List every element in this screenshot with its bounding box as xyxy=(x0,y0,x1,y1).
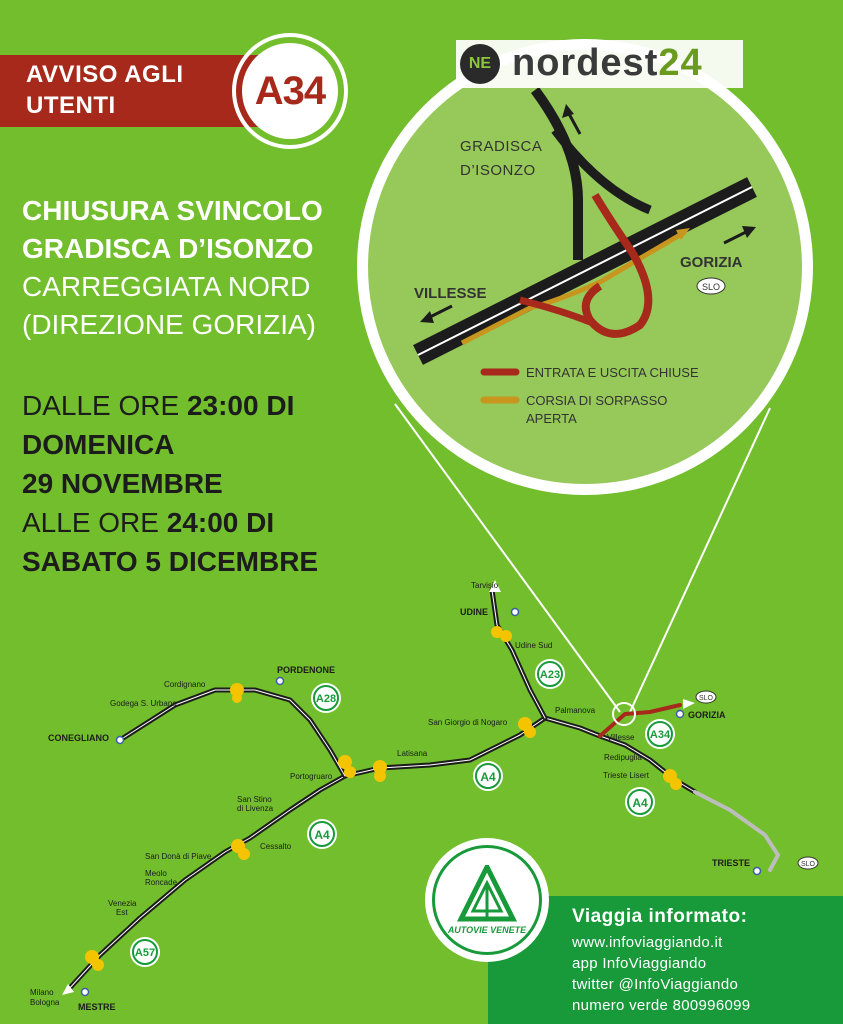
headline-line-4: (DIREZIONE GORIZIA) xyxy=(22,309,316,340)
detail-label-gorizia: GORIZIA xyxy=(680,254,743,271)
headline-line-3: CARREGGIATA NORD xyxy=(22,271,311,302)
info-app: app InfoViaggiando xyxy=(572,955,707,972)
badge-a23 xyxy=(535,659,565,689)
to-time: 24:00 DI xyxy=(166,507,275,538)
label-redipuglia: Redipuglia xyxy=(604,753,642,762)
notice-line-2: UTENTI xyxy=(26,92,116,119)
badge-a4-trieste xyxy=(625,787,655,817)
info-title: Viaggia informato: xyxy=(572,906,748,927)
from-time: 23:00 DI xyxy=(186,390,295,421)
info-twitter: twitter @InfoViaggiando xyxy=(572,976,739,993)
from-date: 29 NOVEMBRE xyxy=(22,468,223,499)
from-day: DOMENICA xyxy=(22,429,175,460)
label-portogruaro: Portogruaro xyxy=(290,772,333,781)
label-udine: UDINE xyxy=(460,607,489,617)
label-san-giorgio: San Giorgio di Nogaro xyxy=(428,718,508,727)
label-cessalto: Cessalto xyxy=(260,842,292,851)
label-bologna: Bologna xyxy=(30,998,60,1007)
brand-name-1: nordest xyxy=(512,42,659,84)
svg-text:A23: A23 xyxy=(539,669,561,681)
badge-a57 xyxy=(130,937,160,967)
detail-slo-label: SLO xyxy=(701,282,721,292)
svg-text:A34: A34 xyxy=(649,729,671,741)
detail-label-villesse: VILLESSE xyxy=(414,285,487,302)
label-meolo-2: Roncade xyxy=(145,878,178,887)
detail-label-gradisca-1: GRADISCA xyxy=(460,138,543,155)
motorway-badge: A34 xyxy=(242,43,338,139)
label-meolo-1: Meolo xyxy=(145,869,167,878)
badge-a4-cessalto xyxy=(307,819,337,849)
label-trieste: TRIESTE xyxy=(712,858,751,868)
label-san-stino-1: San Stino xyxy=(237,795,272,804)
badge-a4-latisana xyxy=(473,761,503,791)
arrow-slo xyxy=(683,699,695,709)
label-gorizia: GORIZIA xyxy=(688,710,726,720)
label-milano: Milano xyxy=(30,988,54,997)
to-prefix: ALLE ORE xyxy=(22,507,167,538)
headline-line-1: CHIUSURA SVINCOLO xyxy=(22,195,323,226)
label-latisana: Latisana xyxy=(397,749,428,758)
label-udine-sud: Udine Sud xyxy=(515,641,553,650)
info-website: www.infoviaggiando.it xyxy=(572,934,723,951)
label-mestre: MESTRE xyxy=(78,1002,116,1012)
svg-text:A4: A4 xyxy=(632,796,648,810)
detail-label-gradisca-2: D’ISONZO xyxy=(460,162,536,179)
operator-logo-icon xyxy=(457,865,517,923)
label-godega: Godega S. Urbano xyxy=(110,699,177,708)
label-venezia-2: Est xyxy=(116,908,128,917)
legend-open-label-1: CORSIA DI SORPASSO xyxy=(526,393,668,408)
label-villesse: Villesse xyxy=(607,733,635,742)
label-san-stino-2: di Livenza xyxy=(237,804,274,813)
brand-logo-icon: NE xyxy=(460,44,500,84)
badge-a34 xyxy=(645,719,675,749)
label-san-dona: San Donà di Piave xyxy=(145,852,212,861)
svg-text:A4: A4 xyxy=(480,770,496,784)
operator-name: AUTOVIE VENETE xyxy=(447,925,527,935)
legend-closed-label: ENTRATA E USCITA CHIUSE xyxy=(526,365,699,380)
label-palmanova: Palmanova xyxy=(555,706,596,715)
svg-text:A4: A4 xyxy=(314,828,330,842)
from-prefix: DALLE ORE xyxy=(22,390,187,421)
legend-open-label-2: APERTA xyxy=(526,411,577,426)
label-conegliano: CONEGLIANO xyxy=(48,733,110,743)
label-tarvisio: Tarvisio xyxy=(471,581,499,590)
label-trieste-lisert: Trieste Lisert xyxy=(603,771,649,780)
label-pordenone: PORDENONE xyxy=(277,665,336,675)
svg-text:A57: A57 xyxy=(134,947,156,959)
label-venezia-1: Venezia xyxy=(108,899,137,908)
brand-name-2: 24 xyxy=(658,42,703,84)
svg-text:A28: A28 xyxy=(315,693,337,705)
info-phone: numero verde 800996099 xyxy=(572,997,751,1014)
label-cordignano: Cordignano xyxy=(164,680,206,689)
brand-logo-text xyxy=(512,42,703,85)
slo-label-trieste: SLO xyxy=(800,861,816,868)
operator-logo xyxy=(425,838,549,962)
to-date: SABATO 5 DICEMBRE xyxy=(22,546,319,577)
notice-line-1: AVVISO AGLI xyxy=(26,61,184,88)
slo-label-gorizia: SLO xyxy=(698,695,714,702)
headline-line-2: GRADISCA D’ISONZO xyxy=(22,233,314,264)
badge-a28 xyxy=(311,683,341,713)
